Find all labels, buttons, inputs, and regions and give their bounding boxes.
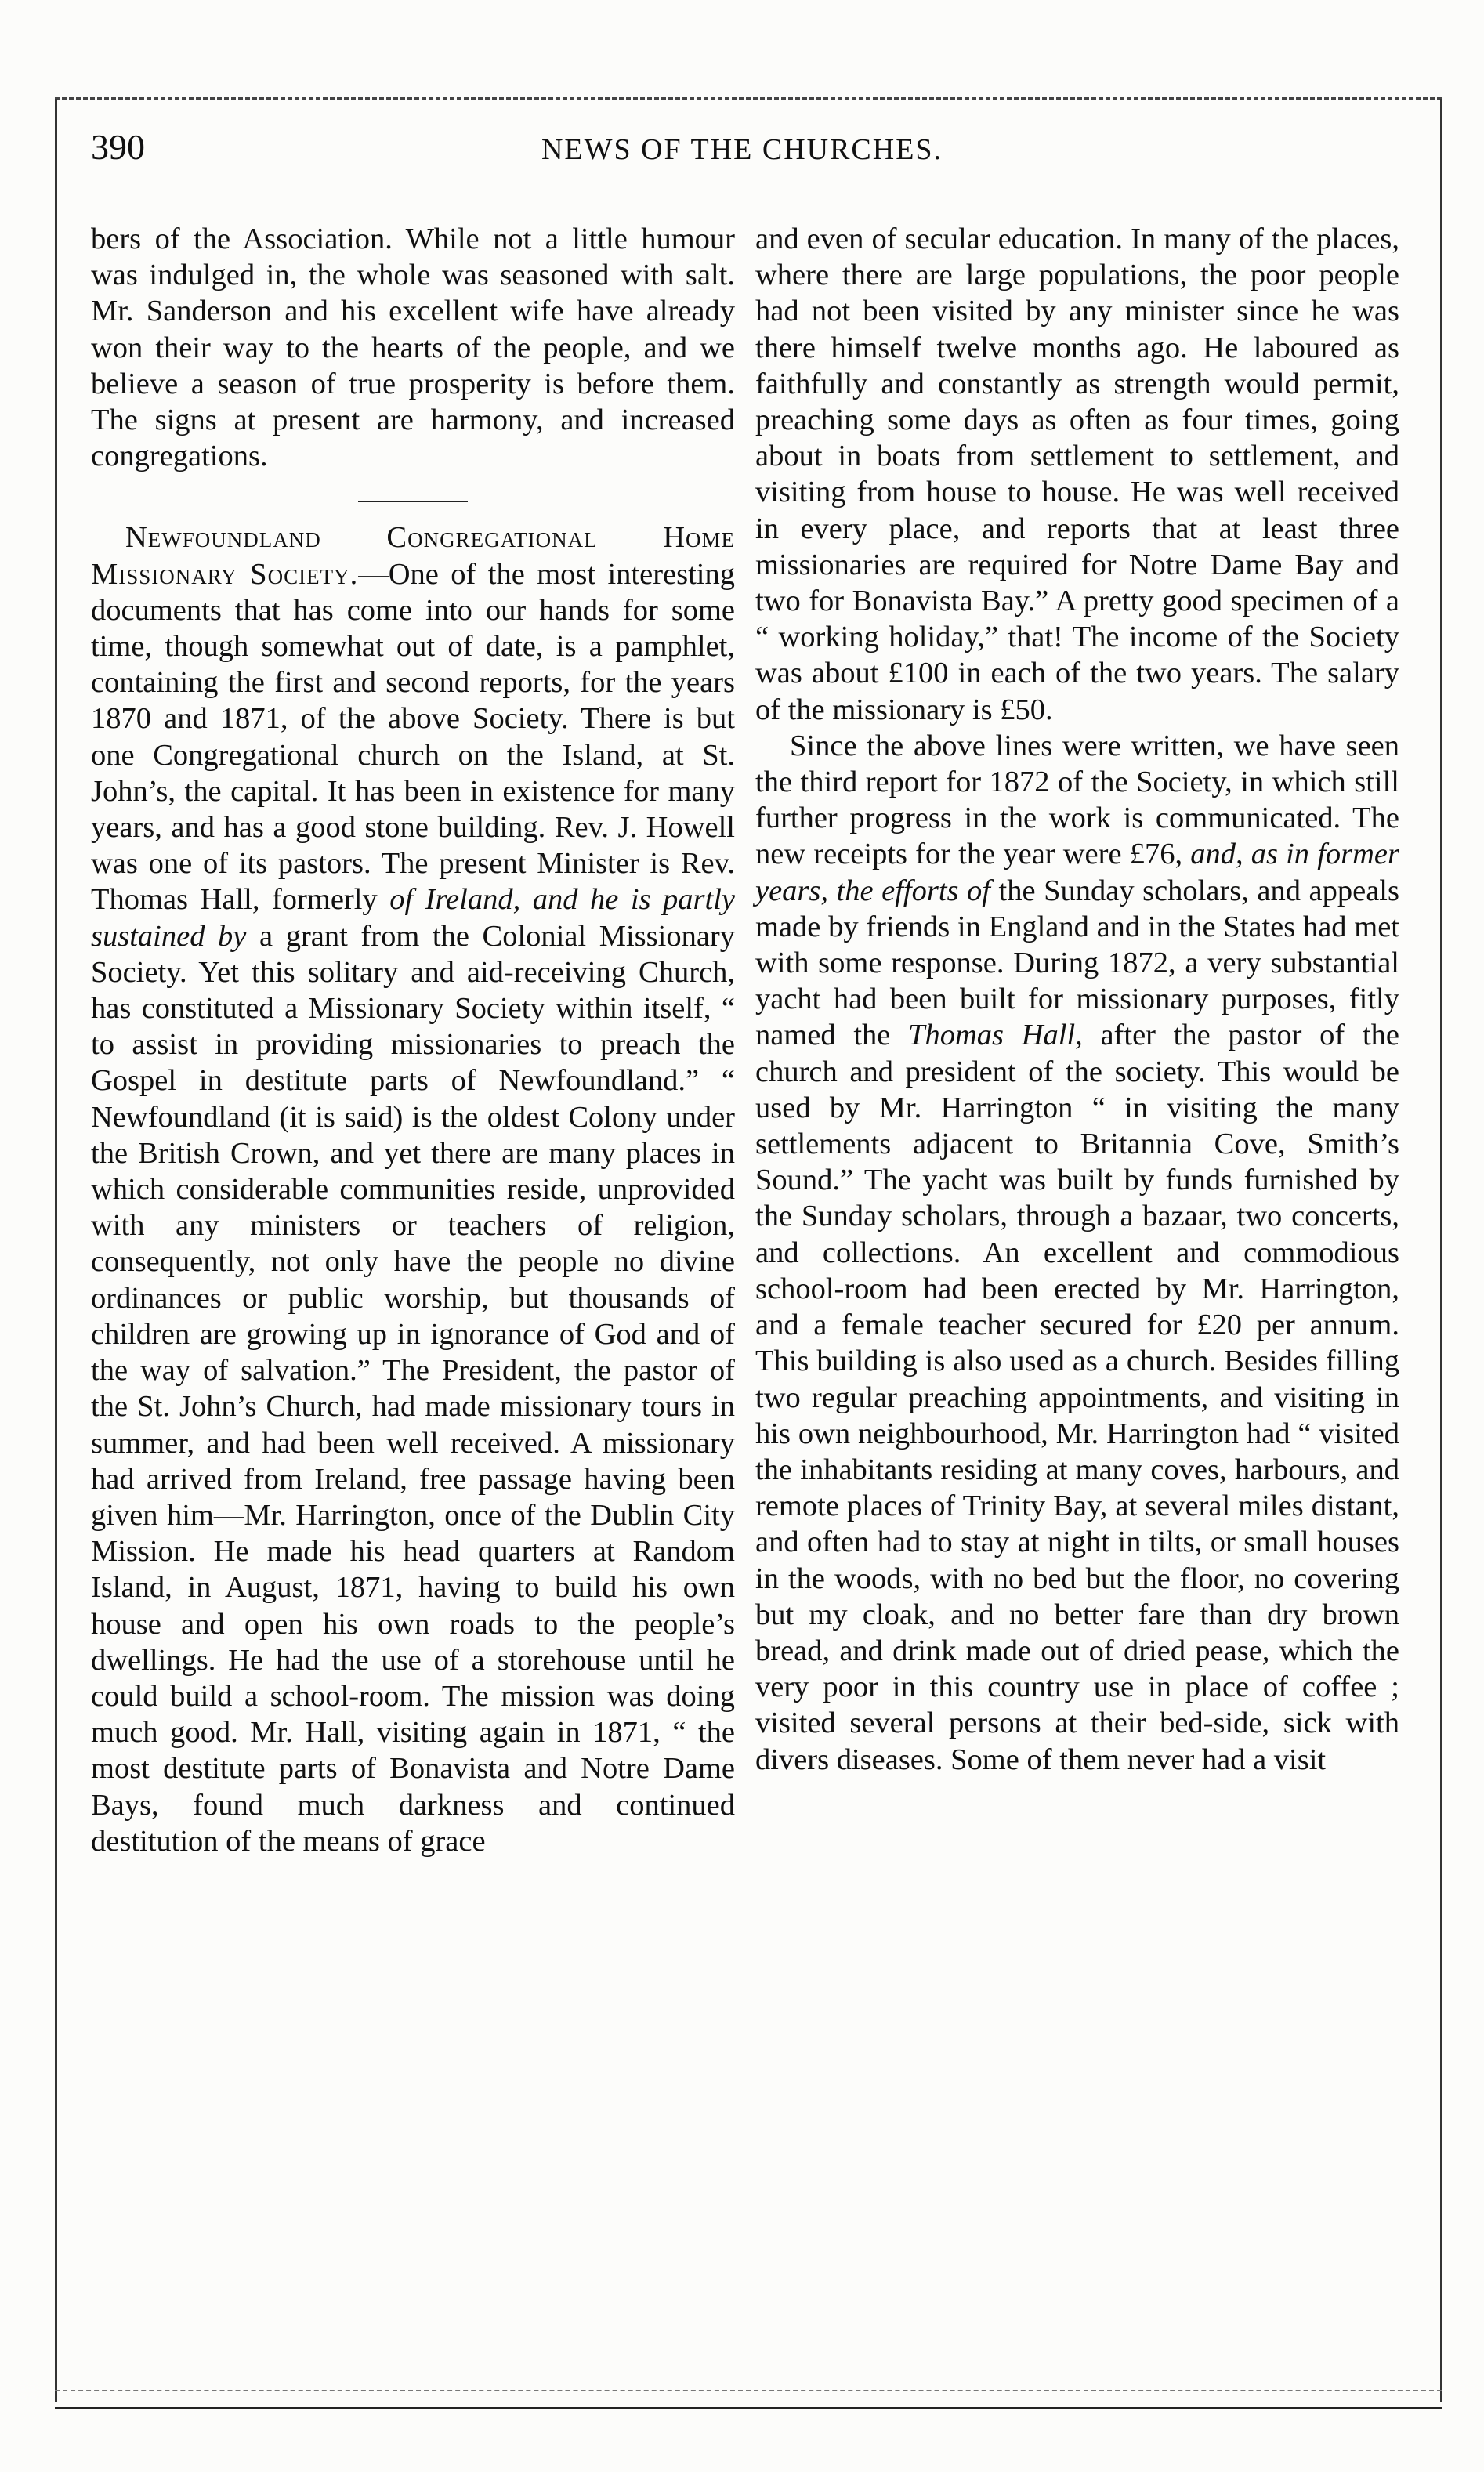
page-number: 390 — [91, 127, 145, 167]
left-paragraph-newfoundland — [91, 519, 735, 1859]
right-para2-text-b: the Sunday scholars, and appeals made by friends in England and in the States had met with some response. During 1872, a very substantial yacht had been built for missionary purposes, fitly named the — [755, 874, 1399, 1052]
left-para2-italic: of Ireland, and he is partly sustained by — [91, 883, 736, 953]
top-border-rule — [55, 97, 1442, 100]
left-paragraph-continued: bers of the Association. While not a little humour was indulged in, the whole was seasoned with salt. Mr. Sanderson and his excellent wife have already won their way to the hearts of the people, and we believe a season of true prosperity is before them. The signs at present are harmony, and increased congregations. — [91, 223, 735, 473]
running-title: NEWS OF THE CHURCHES. — [541, 133, 943, 166]
bottom-border-rule — [55, 2407, 1442, 2409]
right-para2-italic-1: and, as in former years, the efforts of — [755, 838, 1400, 907]
bottom-dashed-rule — [55, 2390, 1442, 2391]
left-column — [91, 221, 735, 1859]
left-border-rule — [55, 99, 57, 2402]
left-para2-text-b: a grant from the Colonial Missionary Society. Yet this solitary and aid-receiving Church, has constituted a Missionary Society within itself, “ to assist in providing missionaries to preach the Gospel in destitute parts of Newfoundland.” “ Newfoundland (it is said) is the oldest Colony under the British Crown, and yet there are many places in which considerable communities reside, unprovided with any ministers or teachers of religion, consequently, not only have the people no divine ordinances or public worship, but thousands of children are growing up in ignorance of God and of the way of salvation.” The President, the pastor of the St. John’s Church, had made missionary tours in summer, and had been well received. A missionary had arrived from Ireland, free passage having been given him—Mr. Harrington, once of the Dublin City Mission. He made his head quarters at Random Island, in August, 1871, having to build his own house and open his own roads to the people’s dwellings. He had the use of a storehouse until he could build a school-room. The mission was doing much good. Mr. Hall, visiting again in 1871, “ the most destitute parts of Bonavista and Notre Dame Bays, found much darkness and continued destitution of the means of grace — [91, 919, 735, 1858]
right-paragraph-continued: and even of secular education. In many of the places, where there are large populations, the poor people had not been visited by any minister since he was there himself twelve months ago. He laboured as faithfully and constantly as strength would permit, preaching some days as often as four times, going about in boats from settlement to settlement, and visiting from house to house. He was well received in every place, and reports that at least three missionaries are required for Notre Dame Bay and two for Bonavista Bay.” A pretty good specimen of a “ working holiday,” that! The income of the Society was about £100 in each of the two years. The salary of the missionary is £50. — [755, 223, 1399, 726]
left-para2-text-a: —One of the most interesting documents that has come into our hands for some time, though somewhat out of date, is a pamphlet, containing the first and second reports, for the years 1870 and 1871, of the above Society. There is but one Congregational church on the Island, at St. John’s, the capital. It has been in existence for many years, and has a good stone building. Rev. J. Howell was one of its pastors. The present Minister is Rev. Thomas Hall, formerly — [91, 557, 736, 917]
right-para2-text-c: after the pastor of the church and president of the society. This would be used by Mr. Harrington “ in visiting the many settlements adjacent to Britannia Cove, Smith’s Sound.” The yacht was built by funds furnished by the Sunday scholars, through a bazaar, two concerts, and collections. An excellent and commodious school-room had been erected by Mr. Harrington, and a female teacher secured for £20 per annum. This building is also used as a church. Besides filling two regular preaching appointments, and visiting in his own neighbourhood, Mr. Harrington had “ visited the inhabitants residing at many coves, harbours, and remote places of Trinity Bay, at several miles distant, and often had to stay at night in tilts, or small houses in the woods, with no bed but the floor, no covering but my cloak, and no better fare than dry brown bread, and drink made out of dried pease, which the very poor in this country use in place of coffee ; visited several persons at their bed-side, sick with divers diseases. Some of them never had a visit — [755, 1019, 1399, 1776]
right-para2-text-a: Since the above lines were written, we have seen the third report for 1872 of the Society, in which still further progress in the work is communicated. The new receipts for the year were £76, — [755, 729, 1399, 871]
right-para2-italic-2: Thomas Hall, — [908, 1019, 1083, 1052]
section-divider — [358, 501, 468, 502]
right-border-rule — [1440, 99, 1442, 2402]
right-paragraph-third-report — [755, 728, 1399, 1778]
section-heading: Newfoundland Congregational Home Missionary Society. — [91, 521, 735, 591]
right-column — [755, 221, 1399, 1778]
